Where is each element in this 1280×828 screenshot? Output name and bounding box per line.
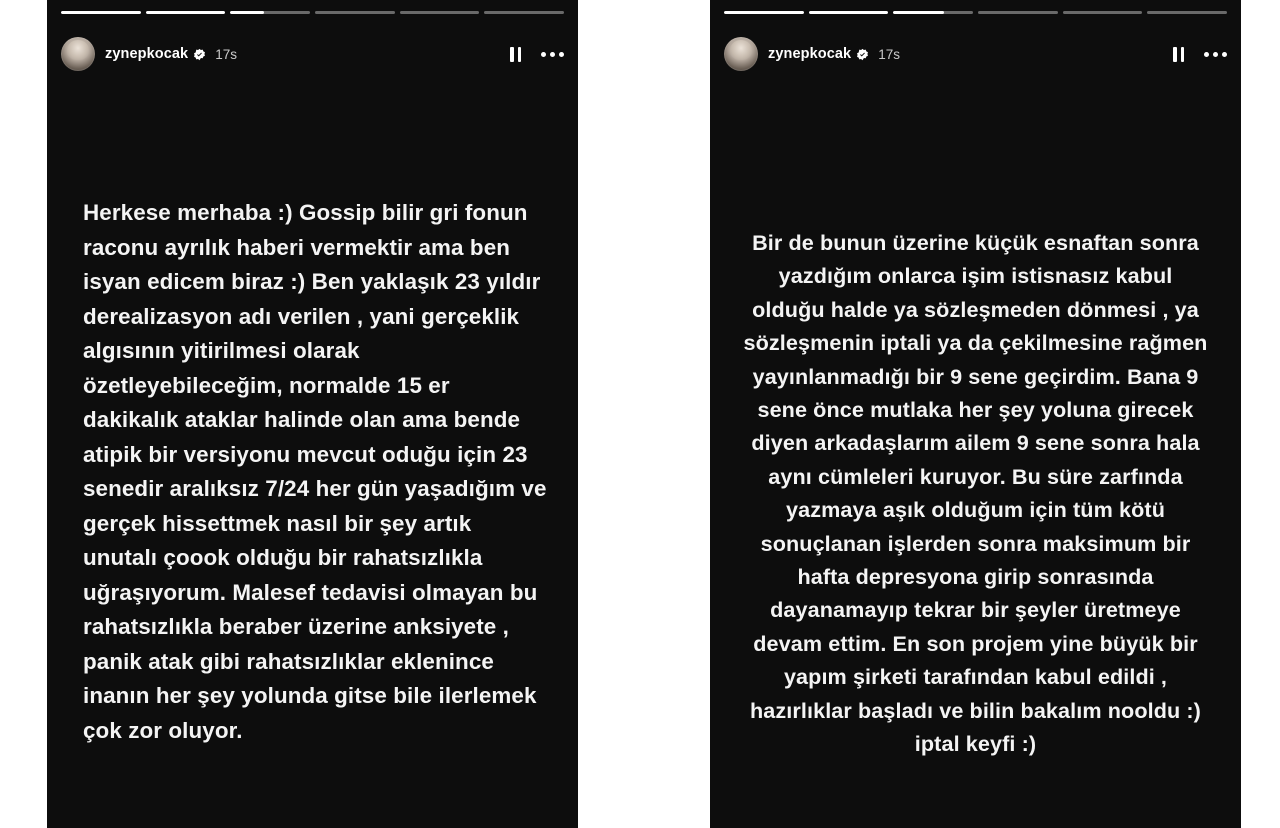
story-header-actions-right [1173, 47, 1227, 62]
progress-segment[interactable] [1147, 11, 1227, 14]
story-progress-bar-right[interactable] [724, 11, 1227, 14]
progress-segment-active[interactable] [893, 11, 973, 14]
story-header-left [61, 32, 564, 76]
progress-segment[interactable] [724, 11, 804, 14]
more-options-icon[interactable] [1204, 52, 1227, 57]
story-progress-bar-left[interactable] [61, 11, 564, 14]
story-text-right [710, 226, 1241, 761]
progress-segment[interactable] [809, 11, 889, 14]
progress-segment[interactable] [978, 11, 1058, 14]
story-text-body: Herkese merhaba :) Gossip bilir gri fonun raconu ayrılık haberi vermektir ama ben isyan edicem biraz :) Ben yaklaşık 23 yıldır derealizasyon adı verilen , yani gerçeklik algısının yitirilmesi olarak özetleyebileceğim, normalde 15 er dakikalık ataklar halinde olan ama bende atipik bir versiyonu mevcut oduğu için 23 senedir aralıksız 7/24 her gün yaşadığım ve gerçek hissettmek nasıl bir şey artık unutalı çoook olduğu bir rahatsızlıkla uğraşıyorum. Malesef tedavisi olmayan bu rahatsızlıkla beraber üzerine anksiyete , panik atak gibi rahatsızlıklar eklenince inanın her şey yolunda gitse bile ilerlemek çok zor oluyor. [83, 200, 547, 743]
story-header-actions-left [510, 47, 564, 62]
story-text-left [47, 196, 578, 748]
progress-segment[interactable] [1063, 11, 1143, 14]
verified-badge-icon [193, 48, 206, 61]
pause-icon[interactable] [510, 47, 521, 62]
username-label[interactable]: zynepkocak [105, 46, 189, 62]
progress-segment-active[interactable] [230, 11, 310, 14]
progress-segment[interactable] [61, 11, 141, 14]
progress-segment[interactable] [315, 11, 395, 14]
progress-segment[interactable] [400, 11, 480, 14]
story-text-body: Bir de bunun üzerine küçük esnaftan sonra yazdığım onlarca işim istisnasız kabul olduğu halde ya sözleşmeden dönmesi , ya sözleşmenin iptali ya da çekilmesine rağmen yayınlanmadığı bir 9 sene geçirdim. Bana 9 sene önce mutlaka her şey yoluna girecek diyen arkadaşlarım ailem 9 sene sonra hala aynı cümleleri kuruyor. Bu süre zarfında yazmaya aşık olduğum için tüm kötü sonuçlanan işlerden sonra maksimum bir hafta depresyona girip sonrasında dayanamayıp tekrar bir şeyler üretmeye devam ettim. En son projem yine büyük bir yapım şirketi tarafından kabul edildi , hazırlıklar başladı ve bilin bakalım nooldu :) iptal keyfi :) [743, 230, 1208, 757]
verified-badge-icon [856, 48, 869, 61]
story-card-left[interactable] [47, 0, 578, 828]
avatar[interactable] [724, 37, 758, 71]
story-header-right [724, 32, 1227, 76]
progress-segment[interactable] [146, 11, 226, 14]
timestamp-label: 17s [215, 46, 237, 62]
avatar[interactable] [61, 37, 95, 71]
pause-icon[interactable] [1173, 47, 1184, 62]
story-card-right[interactable] [710, 0, 1241, 828]
more-options-icon[interactable] [541, 52, 564, 57]
username-label[interactable]: zynepkocak [768, 46, 852, 62]
timestamp-label: 17s [878, 46, 900, 62]
progress-segment[interactable] [484, 11, 564, 14]
